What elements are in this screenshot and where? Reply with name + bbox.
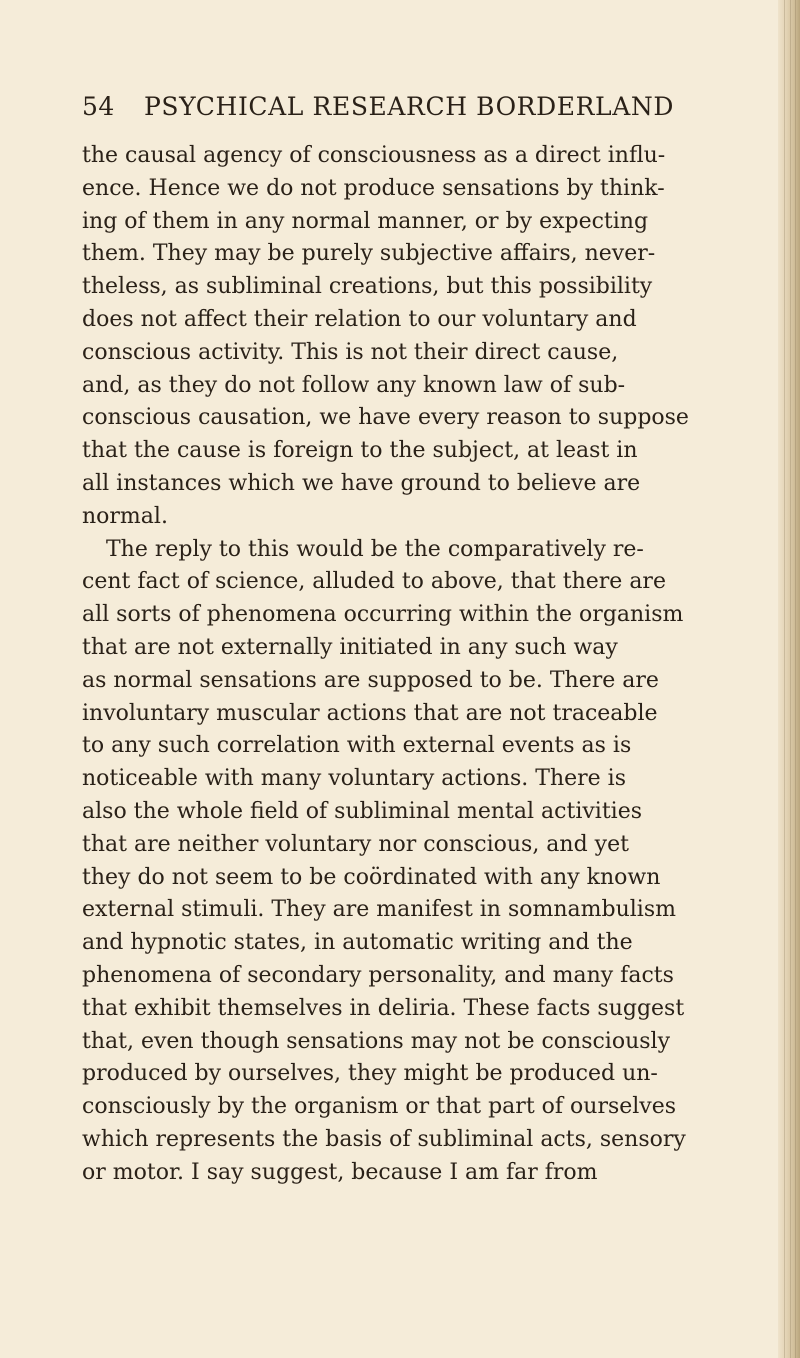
text-line: all sorts of phenomena occurring within the organism: [82, 602, 684, 628]
text-line: also the whole field of subliminal mental activities: [82, 798, 643, 824]
text-line: and, as they do not follow any known law of sub-: [82, 372, 626, 398]
text-line: The reply to this would be the comparatively re-: [106, 536, 644, 562]
edge-line: [790, 0, 791, 1358]
text-line: they do not seem to be coördinated with any known: [82, 864, 661, 890]
text-line: the causal agency of consciousness as a direct influ-: [82, 143, 666, 168]
body-text: [82, 140, 740, 1190]
page-header: [82, 92, 737, 132]
text-line: phenomena of secondary personality, and many facts: [82, 962, 674, 988]
text-line: that the cause is foreign to the subject, at least in: [82, 438, 638, 464]
text-line: as normal sensations are supposed to be. There are: [82, 667, 659, 693]
text-line: does not affect their relation to our voluntary and: [82, 306, 637, 332]
page-number: 54: [82, 92, 115, 121]
text-line: that exhibit themselves in deliria. These facts suggest: [82, 995, 685, 1021]
text-line: that, even though sensations may not be consciously: [82, 1028, 671, 1054]
page-edge: [778, 0, 800, 1358]
text-line: which represents the basis of subliminal acts, sensory: [82, 1126, 686, 1152]
text-line: that are not externally initiated in any such way: [82, 634, 618, 660]
edge-line: [784, 0, 785, 1358]
text-line: them. They may be purely subjective affairs, never-: [82, 241, 656, 267]
edge-line: [795, 0, 796, 1358]
text-line: ing of them in any normal manner, or by expecting: [82, 208, 649, 234]
text-line: ence. Hence we do not produce sensations by think-: [82, 175, 665, 201]
text-line: conscious causation, we have every reason to suppose: [82, 405, 689, 431]
text-line: noticeable with many voluntary actions. There is: [82, 766, 626, 792]
text-line: consciously by the organism or that part of ourselves: [82, 1094, 677, 1120]
text-line: cent fact of science, alluded to above, that there are: [82, 569, 666, 595]
text-line: all instances which we have ground to believe are: [82, 470, 641, 496]
text-line: external stimuli. They are manifest in somnambulism: [82, 897, 676, 923]
text-line: involuntary muscular actions that are not traceable: [82, 700, 658, 726]
text-line: normal.: [82, 503, 168, 529]
text-line: theless, as subliminal creations, but this possibility: [82, 274, 653, 300]
text-line: produced by ourselves, they might be produced un-: [82, 1061, 658, 1087]
running-head: PSYCHICAL RESEARCH BORDERLAND: [144, 92, 674, 121]
text-line: conscious activity. This is not their direct cause,: [82, 339, 619, 365]
text-line: and hypnotic states, in automatic writing and the: [82, 930, 633, 956]
text-line: that are neither voluntary nor conscious, and yet: [82, 831, 629, 857]
text-line: or motor. I say suggest, because I am far from: [82, 1159, 598, 1185]
text-line: to any such correlation with external events as is: [82, 733, 632, 759]
